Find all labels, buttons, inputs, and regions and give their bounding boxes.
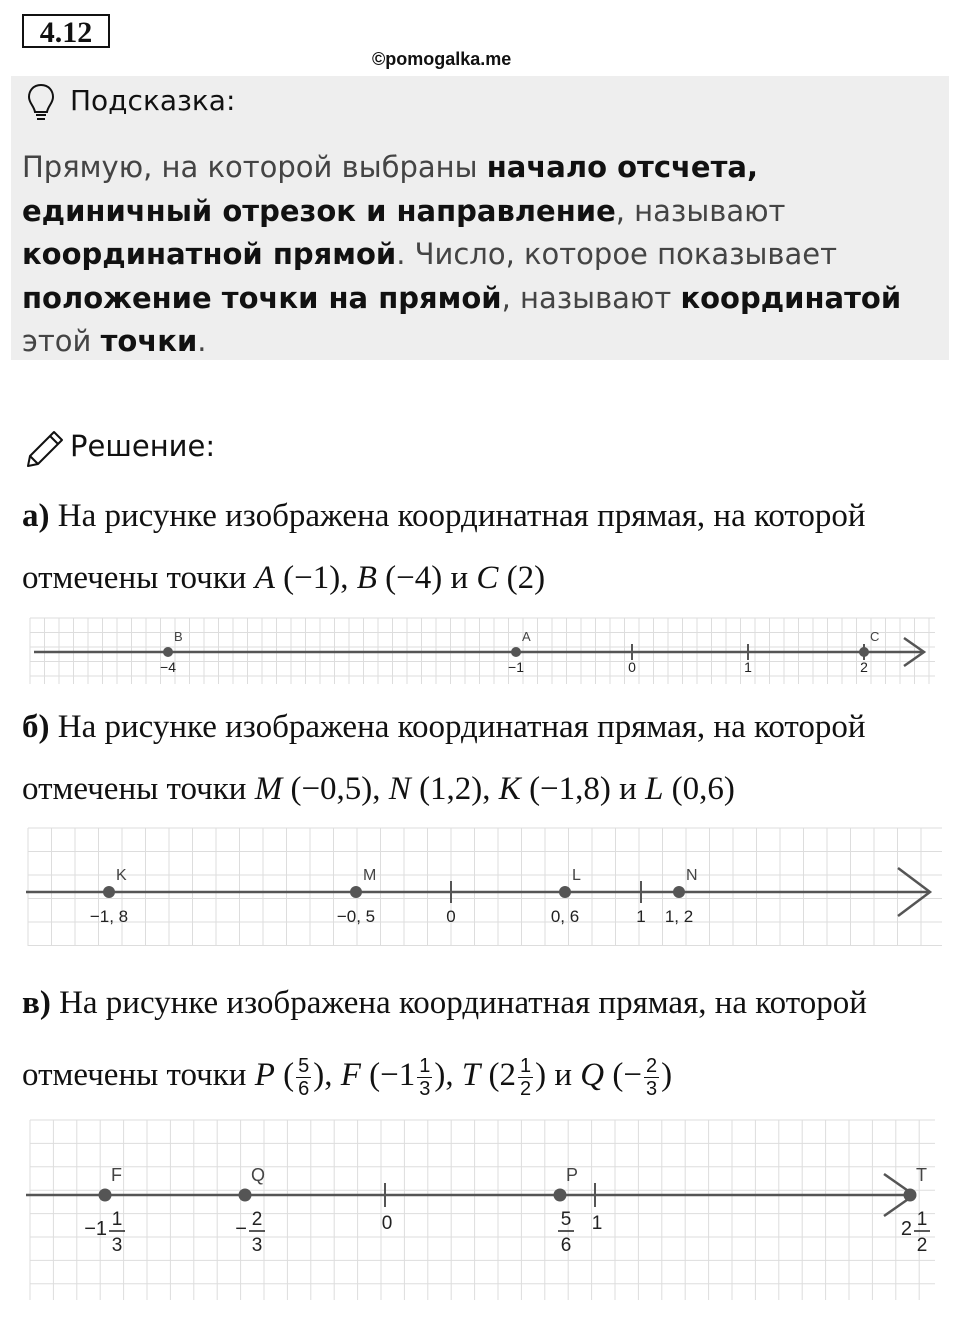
fraction-f: $\frac{1}{3}$: [419, 1054, 431, 1100]
point-value-label: 1, 2: [664, 907, 694, 926]
point-label: F: [111, 1165, 123, 1185]
pencil-icon: [24, 428, 66, 470]
tick-label: 0: [446, 907, 456, 926]
point-label: K: [116, 867, 127, 884]
tick-label: 0: [628, 659, 636, 675]
tick-label: 2: [860, 659, 868, 675]
part-a-text: а) На рисунке изображена координатная прямая, на которой отмечены точки A (−1), B (−4) и C (2): [22, 498, 866, 596]
lightbulb-icon: [26, 82, 56, 122]
point-B: [163, 647, 173, 657]
point-denominator: 6: [560, 1235, 572, 1256]
part-c-text: в) На рисунке изображена координатная прямая, на которой отмечены точки P ( $\frac{5}{6}$ ), F (−1 $\frac{1}{3}$ ), T (2 $\frac{1}{2}$ ) и Q (− $\frac{2}{3}$ ): [22, 985, 867, 1100]
point-label: N: [686, 867, 698, 884]
number-line-a: [0, 612, 960, 686]
point-label: Q: [250, 1165, 266, 1185]
point-whole-label: −1: [84, 1218, 108, 1240]
point-whole-label: −: [235, 1218, 247, 1240]
point-value-label: −1, 8: [89, 907, 129, 926]
tick-label: −4: [160, 659, 176, 675]
point-whole-label: 2: [900, 1218, 912, 1240]
tick-label: 1: [591, 1213, 603, 1234]
tick-label: 1: [744, 659, 752, 675]
point-denominator: 3: [111, 1235, 123, 1256]
solution-title: Решение:: [70, 429, 216, 463]
number-line-b: [0, 824, 960, 948]
point-label: A: [522, 629, 531, 644]
point-label: P: [565, 1165, 579, 1185]
number-line-c: [0, 1114, 960, 1304]
point-C: [859, 647, 869, 657]
fraction-p: $\frac{5}{6}$: [298, 1054, 310, 1100]
point-value-label: −0, 5: [336, 907, 376, 926]
fraction-t: $\frac{1}{2}$: [520, 1054, 532, 1100]
point-K: [103, 886, 115, 898]
point-Q: [238, 1189, 251, 1202]
point-N: [673, 886, 685, 898]
point-F: [99, 1189, 112, 1202]
tick-label: 1: [636, 907, 646, 926]
point-P: [553, 1189, 566, 1202]
point-numerator: 1: [111, 1209, 123, 1230]
point-denominator: 3: [251, 1235, 263, 1256]
point-A: [511, 647, 521, 657]
task-number: 4.12: [22, 14, 110, 48]
point-value-label: 0, 6: [550, 907, 580, 926]
point-label: L: [572, 867, 581, 884]
point-M: [350, 886, 362, 898]
point-numerator: 5: [560, 1209, 572, 1230]
point-L: [559, 886, 571, 898]
point-T: [904, 1189, 917, 1202]
point-numerator: 2: [251, 1209, 263, 1230]
hint-title: Подсказка:: [70, 84, 236, 117]
fraction-q: $\frac{2}{3}$: [646, 1054, 658, 1100]
point-label: C: [870, 629, 880, 644]
tick-label: 0: [381, 1213, 393, 1234]
point-denominator: 2: [916, 1235, 928, 1256]
point-label: T: [916, 1165, 927, 1185]
part-b-text: б) На рисунке изображена координатная прямая, на которой отмечены точки M (−0,5), N (1,2), K (−1,8) и L (0,6): [22, 709, 866, 807]
point-label: B: [174, 629, 183, 644]
point-label: M: [363, 867, 377, 884]
point-numerator: 1: [916, 1209, 928, 1230]
watermark: ©pomogalka.me: [372, 49, 512, 69]
tick-label: −1: [508, 659, 524, 675]
hint-text: Прямую, на которой выбраны начало отсчета, единичный отрезок и направление, называют координатной прямой. Число, которое показывает положение точки на прямой, называют координатой этой точки.: [22, 150, 902, 358]
